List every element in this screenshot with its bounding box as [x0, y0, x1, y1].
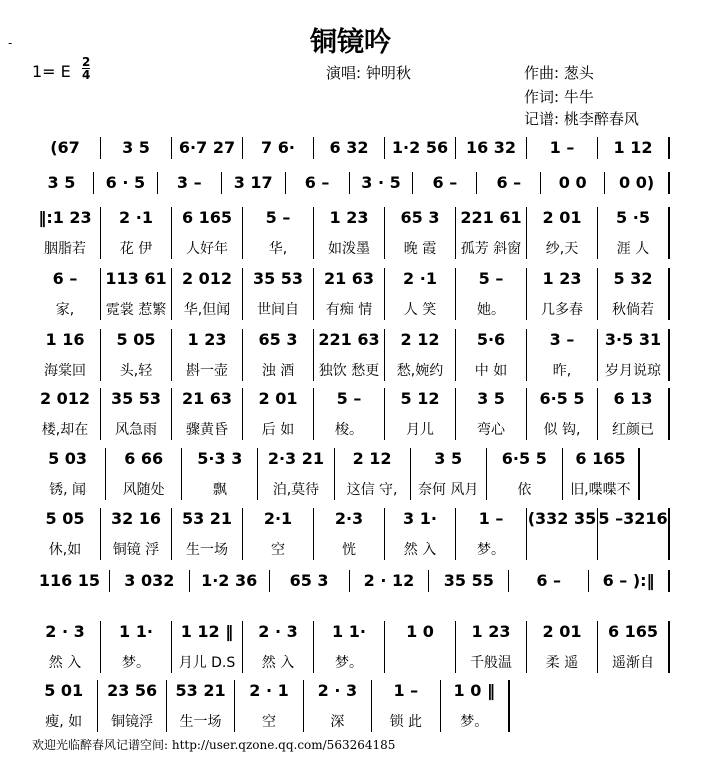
measure-notes: 221 61	[460, 208, 522, 227]
measure	[598, 621, 670, 673]
lyric: 生一场	[186, 542, 228, 558]
measure-notes: 35 53	[110, 389, 162, 408]
measure	[385, 207, 456, 259]
measure	[172, 621, 243, 673]
measure-notes: 3 5	[434, 449, 463, 468]
measure-notes: 5 12	[400, 389, 440, 408]
measure	[509, 570, 589, 592]
measure	[314, 388, 385, 440]
lyric: 弯心	[477, 422, 505, 438]
staff-line	[30, 570, 670, 592]
measure	[314, 621, 385, 673]
measure	[605, 172, 670, 194]
measure	[190, 570, 270, 592]
measure-notes: 2 12	[400, 330, 440, 349]
measure	[456, 329, 527, 381]
measure	[30, 621, 101, 673]
time-bottom: 4	[82, 68, 91, 82]
lyric: 如泼墨	[328, 241, 370, 257]
margin-mark: -	[8, 36, 13, 50]
measure-notes: 1 –	[478, 509, 504, 528]
measure	[30, 448, 106, 500]
measure-notes: 2·1	[263, 509, 293, 528]
measure	[563, 448, 640, 500]
lyric: 瘦, 如	[45, 714, 83, 730]
measure	[30, 570, 110, 592]
measure-notes: 2 01	[542, 208, 582, 227]
measure-notes: ‖:1 23	[38, 208, 92, 227]
lyric: 风随处	[122, 482, 165, 498]
measure-notes: 2 012	[181, 269, 233, 288]
measure	[385, 388, 456, 440]
measure-notes: 65 3	[258, 330, 298, 349]
measure	[335, 448, 411, 500]
measure	[258, 448, 334, 500]
measure	[598, 508, 670, 560]
measure	[314, 268, 385, 320]
measure-notes: 65 3	[289, 571, 329, 590]
lyric: 岁月说琼	[605, 363, 661, 379]
measure-notes: 5·3 3	[197, 449, 243, 468]
measure-notes: 1·2 56	[391, 138, 449, 157]
measure-notes: 53 21	[181, 509, 233, 528]
measure	[110, 570, 190, 592]
measure-notes: 32 16	[110, 509, 162, 528]
measure-notes: 35 55	[443, 571, 494, 590]
lyric: 胭脂若	[44, 241, 86, 257]
measure	[101, 268, 172, 320]
measure	[101, 137, 172, 159]
measure	[487, 448, 563, 500]
measure-notes: 6 –	[496, 173, 522, 192]
measure-notes: 6 32	[329, 138, 369, 157]
lyric: 柔 遥	[545, 655, 579, 671]
lyric: 梭。	[335, 422, 363, 438]
measure	[172, 268, 243, 320]
measure-notes: 3 –	[549, 330, 575, 349]
lyric: 梦。	[460, 714, 489, 730]
measure	[30, 329, 101, 381]
lyric: 纱,天	[545, 241, 579, 257]
lyric: 空	[261, 714, 276, 730]
measure-notes: 5 05	[116, 330, 156, 349]
measure-notes: 2 01	[542, 622, 582, 641]
measure	[270, 570, 350, 592]
measure-notes: 6·5 5	[501, 449, 547, 468]
time-signature	[82, 56, 90, 81]
measure	[304, 680, 372, 732]
staff-line	[30, 172, 670, 194]
measure-notes: 2·3	[334, 509, 364, 528]
lyric: 孤芳 斜窗	[460, 241, 522, 257]
staff-line	[30, 448, 640, 500]
composer-credit: 作曲: 葱头	[524, 64, 594, 82]
measure-notes: 3 5	[122, 138, 150, 157]
measure-notes: 2 · 3	[317, 681, 358, 700]
staff-line	[30, 680, 510, 732]
measure	[350, 570, 430, 592]
measure-notes: 6 165	[607, 622, 659, 641]
lyric: 遥渐自	[612, 655, 654, 671]
measure	[456, 508, 527, 560]
measure-notes: 35 53	[252, 269, 304, 288]
measure-notes: 5 01	[44, 681, 84, 700]
measure-notes: 2 · 12	[363, 571, 415, 590]
lyric: 生一场	[179, 714, 222, 730]
measure-notes: 6 · 5	[105, 173, 146, 192]
lyric: 晚 霞	[403, 241, 437, 257]
measure	[598, 329, 670, 381]
lyric: 人 笑	[403, 302, 437, 318]
measure	[101, 621, 172, 673]
measure	[527, 268, 598, 320]
measure	[456, 207, 527, 259]
measure	[30, 207, 101, 259]
measure	[30, 508, 101, 560]
lyric: 秋倘若	[612, 302, 654, 318]
measure-notes: 2 ·1	[119, 208, 153, 227]
lyric: 锁 此	[389, 714, 423, 730]
measure	[182, 448, 258, 500]
measure	[456, 268, 527, 320]
measure-notes: 3 032	[124, 571, 175, 590]
measure	[30, 172, 94, 194]
measure-notes: 113 61	[105, 269, 167, 288]
measure	[598, 137, 670, 159]
measure	[243, 329, 314, 381]
lyric: 依	[517, 482, 532, 498]
staff-line	[30, 268, 670, 320]
measure-notes: 6 165	[181, 208, 233, 227]
measure-notes: 5 –	[336, 389, 362, 408]
transcriber-credit: 记谱: 桃李醉春风	[524, 110, 639, 128]
measure-notes: 6 –	[304, 173, 330, 192]
lyric: 铜镜浮	[111, 714, 154, 730]
measure-notes: 1 16	[45, 330, 85, 349]
measure-notes: 5 03	[48, 449, 88, 468]
measure	[372, 680, 440, 732]
measure-notes: 3 5	[47, 173, 76, 192]
measure-notes: 2 012	[39, 389, 91, 408]
measure	[541, 172, 605, 194]
measure-notes: 3 1·	[403, 509, 437, 528]
lyric: 旧,喋喋不	[570, 482, 631, 498]
lyric: 梦。	[122, 655, 150, 671]
lyric: 铜镜 浮	[112, 542, 160, 558]
lyric: 海棠回	[44, 363, 86, 379]
measure-notes: 1 12	[613, 138, 653, 157]
measure	[598, 207, 670, 259]
measure-notes: 3 · 5	[361, 173, 401, 192]
measure	[441, 680, 510, 732]
measure-notes: 23 56	[107, 681, 158, 700]
measure	[314, 207, 385, 259]
measure-notes: 5 –3216	[598, 509, 668, 528]
measure-notes: 1 23	[187, 330, 227, 349]
measure	[527, 207, 598, 259]
lyric: 然 入	[48, 655, 82, 671]
staff-line	[30, 137, 670, 159]
measure-notes: 1 12 ‖	[180, 622, 234, 641]
lyric: 奈何 风月	[417, 482, 479, 498]
measure-notes: 5 32	[613, 269, 653, 288]
staff-line	[30, 329, 670, 381]
measure-notes: 6 –	[432, 173, 458, 192]
measure	[101, 508, 172, 560]
lyric: 花 伊	[119, 241, 153, 257]
measure-notes: 0 0	[558, 173, 587, 192]
measure-notes: 3 5	[477, 389, 505, 408]
lyric: 然 入	[261, 655, 295, 671]
lyric: 红颜已	[612, 422, 654, 438]
footer-link[interactable]: 欢迎光临醉春风记谱空间: http://user.qzone.qq.com/563264185	[32, 738, 396, 752]
lyric: 风急雨	[115, 422, 157, 438]
measure-notes: 2 01	[258, 389, 298, 408]
measure	[429, 570, 509, 592]
staff-line	[30, 621, 670, 673]
measure-notes: (67	[50, 138, 80, 157]
measure-notes: 1 0	[406, 622, 434, 641]
measure	[456, 137, 527, 159]
measure	[385, 268, 456, 320]
measure-notes: 6 66	[124, 449, 164, 468]
key-signature: 1= E	[32, 62, 71, 81]
measure-notes: 5 –	[478, 269, 504, 288]
measure	[243, 508, 314, 560]
staff-line	[30, 207, 670, 259]
measure-notes: 2 · 3	[45, 622, 85, 641]
lyric: 梦。	[335, 655, 363, 671]
lyric: 梦。	[477, 542, 505, 558]
measure	[101, 207, 172, 259]
measure-notes: 3 17	[233, 173, 273, 192]
measure-notes: 6·5 5	[539, 389, 585, 408]
measure	[172, 207, 243, 259]
measure	[222, 172, 286, 194]
measure-notes: 2 · 3	[258, 622, 298, 641]
lyric: 霓裳 惹繁	[105, 302, 167, 318]
measure	[243, 207, 314, 259]
measure-notes: 1 –	[393, 681, 419, 700]
lyric: 恍	[342, 542, 356, 558]
lyricist-credit: 作词: 牛牛	[524, 88, 594, 106]
measure	[101, 329, 172, 381]
lyric: 有痴 情	[325, 302, 373, 318]
measure	[243, 388, 314, 440]
measure	[527, 329, 598, 381]
measure	[172, 388, 243, 440]
measure	[98, 680, 166, 732]
measure-notes: 1 1·	[332, 622, 366, 641]
measure	[385, 621, 456, 673]
measure-notes: 5 05	[45, 509, 85, 528]
lyric: 人好年	[186, 241, 228, 257]
measure-notes: 6 165	[575, 449, 626, 468]
measure	[172, 137, 243, 159]
measure-notes: 21 63	[181, 389, 233, 408]
singer-credit: 演唱: 钟明秋	[326, 64, 411, 82]
measure	[172, 329, 243, 381]
song-title: 铜镜吟	[310, 27, 391, 58]
lyric: 这信 守,	[346, 482, 398, 498]
measure	[598, 268, 670, 320]
measure	[527, 508, 598, 560]
measure-notes: 1 23	[542, 269, 582, 288]
measure	[243, 268, 314, 320]
measure	[598, 388, 670, 440]
lyric: 头,轻	[119, 363, 153, 379]
measure	[30, 137, 101, 159]
measure-notes: 3·5 31	[604, 330, 662, 349]
lyric: 泊,莫待	[272, 482, 320, 498]
lyric: 她。	[477, 302, 505, 318]
measure-notes: 53 21	[175, 681, 226, 700]
measure	[456, 621, 527, 673]
measure	[243, 137, 314, 159]
measure-notes: 2·3 21	[267, 449, 325, 468]
measure-notes: 5 –	[265, 208, 291, 227]
lyric: 几多春	[541, 302, 583, 318]
measure	[350, 172, 414, 194]
lyric: 飘	[212, 482, 227, 498]
lyric: 深	[330, 714, 345, 730]
measure-notes: 21 63	[323, 269, 375, 288]
measure	[172, 508, 243, 560]
measure	[106, 448, 182, 500]
measure	[527, 388, 598, 440]
measure-notes: 2 · 1	[249, 681, 289, 700]
lyric: 楼,却在	[41, 422, 89, 438]
staff-line	[30, 388, 670, 440]
measure	[456, 388, 527, 440]
measure	[30, 388, 101, 440]
measure	[30, 268, 101, 320]
measure	[477, 172, 541, 194]
measure	[243, 621, 314, 673]
measure-notes: 0 0)	[619, 173, 655, 192]
measure-notes: 5·6	[476, 330, 506, 349]
measure-notes: 2 ·1	[403, 269, 437, 288]
lyric: 空	[271, 542, 285, 558]
lyric: 锈, 闻	[49, 482, 87, 498]
measure-notes: 1 0 ‖	[453, 681, 495, 700]
measure-notes: 1 1·	[119, 622, 153, 641]
lyric: 中 如	[474, 363, 508, 379]
measure	[158, 172, 222, 194]
lyric: 昨,	[552, 363, 572, 379]
measure	[314, 137, 385, 159]
measure-notes: 7 6·	[261, 138, 295, 157]
lyric: 家,	[55, 302, 75, 318]
measure-notes: 221 63	[318, 330, 380, 349]
lyric: 月儿	[406, 422, 434, 438]
measure-notes: 1 23	[471, 622, 511, 641]
measure-notes: 65 3	[400, 208, 440, 227]
measure	[235, 680, 303, 732]
measure	[413, 172, 477, 194]
lyric: 似 钩,	[543, 422, 581, 438]
measure	[527, 621, 598, 673]
lyric: 骤黄昏	[186, 422, 228, 438]
lyric: 涯 人	[616, 241, 650, 257]
measure-notes: 6 13	[613, 389, 653, 408]
measure	[314, 508, 385, 560]
time-top: 2	[82, 55, 91, 69]
lyric: 世间自	[257, 302, 299, 318]
lyric: 华,但闻	[183, 302, 231, 318]
lyric: 斟一壶	[186, 363, 228, 379]
measure	[30, 680, 98, 732]
measure-notes: 2 12	[352, 449, 392, 468]
lyric: 后 如	[261, 422, 295, 438]
measure-notes: 1·2 36	[201, 571, 258, 590]
measure	[94, 172, 158, 194]
measure-notes: 116 15	[38, 571, 101, 590]
measure	[314, 329, 385, 381]
measure	[411, 448, 487, 500]
lyric: 独饮 愁更	[318, 363, 380, 379]
measure-notes: 1 23	[329, 208, 369, 227]
lyric: 华,	[268, 241, 288, 257]
measure	[385, 137, 456, 159]
measure	[167, 680, 235, 732]
measure	[385, 508, 456, 560]
measure	[286, 172, 350, 194]
measure	[101, 388, 172, 440]
lyric: 然 入	[403, 542, 437, 558]
measure-notes: 6 –	[52, 269, 78, 288]
lyric: 愁,婉约	[396, 363, 444, 379]
lyric: 月儿 D.S	[178, 655, 236, 671]
measure	[589, 570, 670, 592]
measure-notes: 16 32	[465, 138, 517, 157]
measure-notes: 1 –	[549, 138, 575, 157]
staff-line	[30, 508, 670, 560]
lyric: 浊 酒	[261, 363, 295, 379]
measure-notes: 5 ·5	[616, 208, 650, 227]
measure	[385, 329, 456, 381]
lyric: 千般温	[470, 655, 512, 671]
measure	[527, 137, 598, 159]
measure-notes: 3 –	[176, 173, 202, 192]
lyric: 休,如	[48, 542, 82, 558]
measure-notes: 6·7 27	[178, 138, 236, 157]
measure-notes: (332 35	[527, 509, 597, 528]
measure-notes: 6 –	[536, 571, 562, 590]
measure-notes: 6 – ):‖	[602, 571, 655, 590]
